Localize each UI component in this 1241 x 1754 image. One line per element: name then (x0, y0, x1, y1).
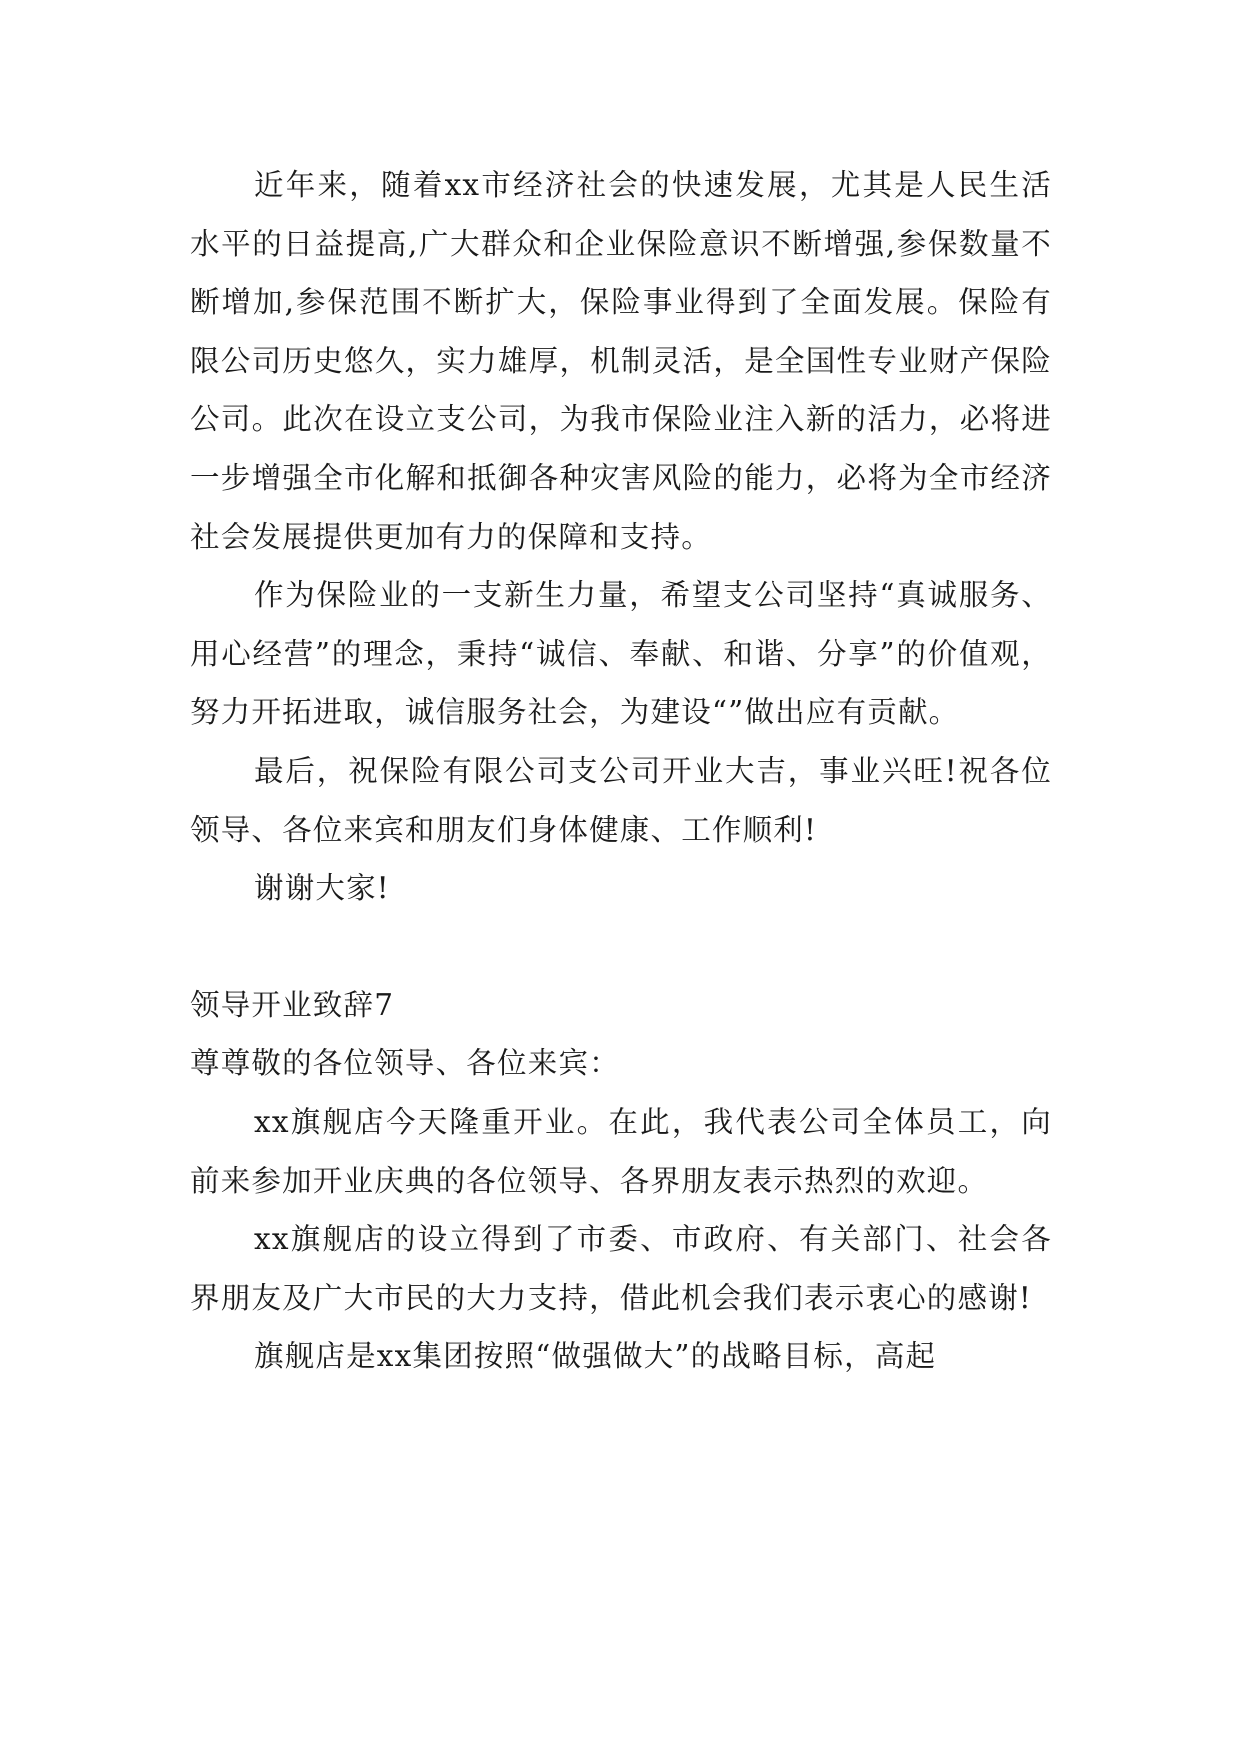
document-body (190, 156, 1052, 1386)
closing-thanks: 谢谢大家! (254, 871, 390, 906)
body-paragraph: 最后，祝保险有限公司支公司开业大吉，事业兴旺!祝各位领导、各位来宾和朋友们身体健康、工作顺利! (190, 753, 1052, 847)
salutation: 尊尊敬的各位领导、各位来宾： (190, 1046, 620, 1081)
section-title: 领导开业致辞7 (190, 987, 395, 1022)
section-gap (190, 918, 1052, 976)
body-paragraph: 作为保险业的一支新生力量，希望支公司坚持“真诚服务、用心经营”的理念，秉持“诚信、奉献、和谐、分享”的价值观，努力开拓进取，诚信服务社会，为建设“”做出应有贡献。 (190, 578, 1052, 730)
body-paragraph: 旗舰店是xx集团按照“做强做大”的战略目标，高起 (254, 1339, 937, 1374)
body-paragraph: xx旗舰店的设立得到了市委、市政府、有关部门、社会各界朋友及广大市民的大力支持，借此机会我们表示衷心的感谢! (190, 1222, 1052, 1315)
body-paragraph: xx旗舰店今天隆重开业。在此，我代表公司全体员工，向前来参加开业庆典的各位领导、各界朋友表示热烈的欢迎。 (190, 1104, 1052, 1198)
body-paragraph: 近年来，随着xx市经济社会的快速发展，尤其是人民生活水平的日益提高,广大群众和企业保险意识不断增强,参保数量不断增加,参保范围不断扩大，保险事业得到了全面发展。保险有限公司历史悠久，实力雄厚，机制灵活，是全国性专业财产保险公司。此次在设立支公司，为我市保险业注入新的活力，必将进一步增强全市化解和抵御各种灾害风险的能力，必将为全市经济社会发展提供更加有力的保障和支持。 (190, 168, 1052, 554)
